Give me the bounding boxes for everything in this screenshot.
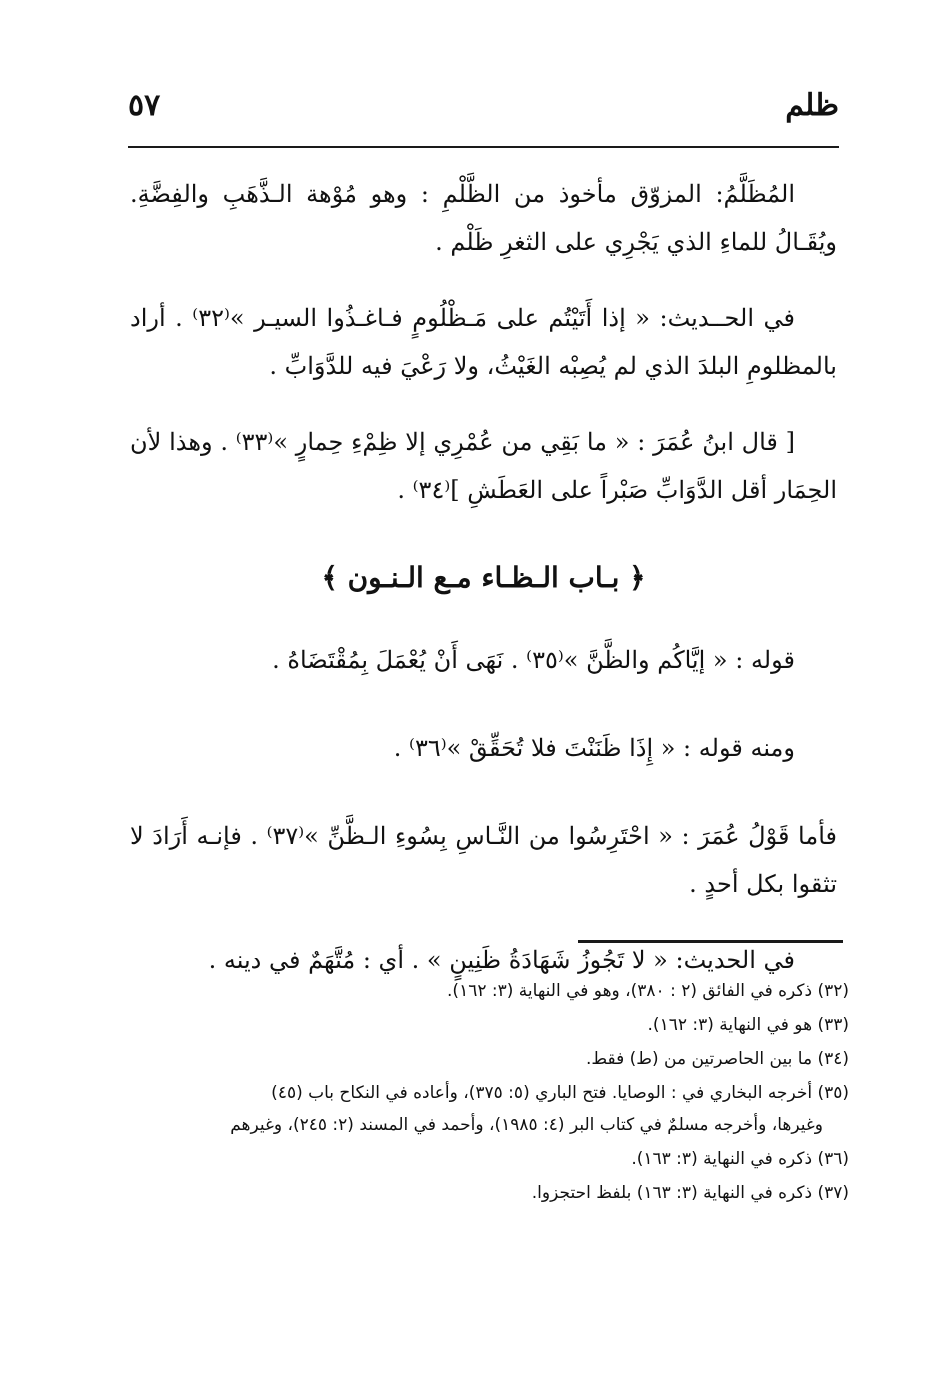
footnote-34: (٣٤) ما بين الحاصرتين من (ط) فقط. bbox=[585, 1049, 849, 1069]
paragraph-shahadat-zanin: في الحديث: « لا تَجُوزُ شَهَادَةُ ظَنِينٍ » . أي : مُتَّهَمٌ في دينه . bbox=[208, 946, 795, 974]
footnote-33: (٣٣) هو في النهاية (٣: ١٦٢). bbox=[647, 1015, 849, 1035]
footnotes bbox=[140, 975, 849, 1211]
paragraph-muzallam: المُظَلَّمُ: المزوّق مأخوذ من الظَّلْمِ : وهو مُوْهة الـذَّهَبِ والفِضَّةِ. ويُقَـالُ للماءِ الذي يَجْرِي على الثغرِ ظَلْم . bbox=[130, 180, 837, 256]
footnote-37: (٣٧) ذكره في النهاية (٣: ١٦٣) بلفظ احتجزوا. bbox=[531, 1183, 849, 1203]
main-text bbox=[130, 170, 837, 1012]
paragraph-qawl-umar: فأما قَوْلُ عُمَرَ : « احْتَرِسُوا من النَّـاسِ بِسُوءِ الـظَّنِّ »⁽٣٧⁾ . فإنـه أَرَادَ لا تثقوا بكل أحدٍ . bbox=[130, 822, 837, 898]
paragraph-idha-zanant: ومنه قوله : « إِذَا ظَنَنْتَ فلا تُحَقِّقْ »⁽٣٦⁾ . bbox=[393, 734, 795, 762]
footnote-divider bbox=[578, 940, 843, 943]
paragraph-ibn-umar: [ قال ابنُ عُمَرَ : « ما بَقِي من عُمْرِي إلا ظِمْءِ حِمارٍ »⁽٣٣⁾ . وهذا لأن الحِمَار أقل الدَّوَابِّ صَبْراً على العَطَشِ ]⁽٣٤⁾ . bbox=[130, 428, 837, 504]
paragraph-iyyakum-wal-zann: قوله : « إيَّاكُم والظَّنَّ »⁽٣٥⁾ . نَهَى أَنْ يُعْمَلَ بِمُقْتَضَاهُ . bbox=[272, 646, 795, 674]
footnote-36: (٣٦) ذكره في النهاية (٣: ١٦٣). bbox=[631, 1149, 849, 1169]
footnote-35-line1: (٣٥) أخرجه البخاري في : الوصايا. فتح الباري (٥: ٣٧٥)، وأعاده في النكاح باب (٤٥) bbox=[271, 1083, 849, 1103]
footnote-32: (٣٢) ذكره في الفائق (٢ : ٣٨٠)، وهو في النهاية (٣: ١٦٢). bbox=[447, 981, 849, 1001]
section-heading: ﴿ بـاب الـظـاء مـع الـنـون ﴾ bbox=[321, 561, 646, 594]
footnote-35-line2: وغيرها، وأخرجه مسلمٌ في كتاب البر (٤: ١٩٨٥)، وأحمد في المسند (٢: ٢٤٥)، وغيرهم bbox=[230, 1115, 823, 1135]
paragraph-hadith-mazlum: في الحــديث: « إذا أَتَيْتُم على مَـظْلُومٍ فـاغـذُوا السيـر »⁽٣٢⁾ . أراد بالمظلومِ البلدَ الذي لم يُصِبْه الغَيْثُ، ولا رَعْيَ فيه للدَّوَابِّ . bbox=[130, 304, 837, 380]
running-title: ظلم bbox=[785, 88, 839, 123]
page-number: ٥٧ bbox=[128, 88, 161, 123]
page-header bbox=[128, 84, 839, 148]
footnote-35 bbox=[140, 1077, 849, 1141]
